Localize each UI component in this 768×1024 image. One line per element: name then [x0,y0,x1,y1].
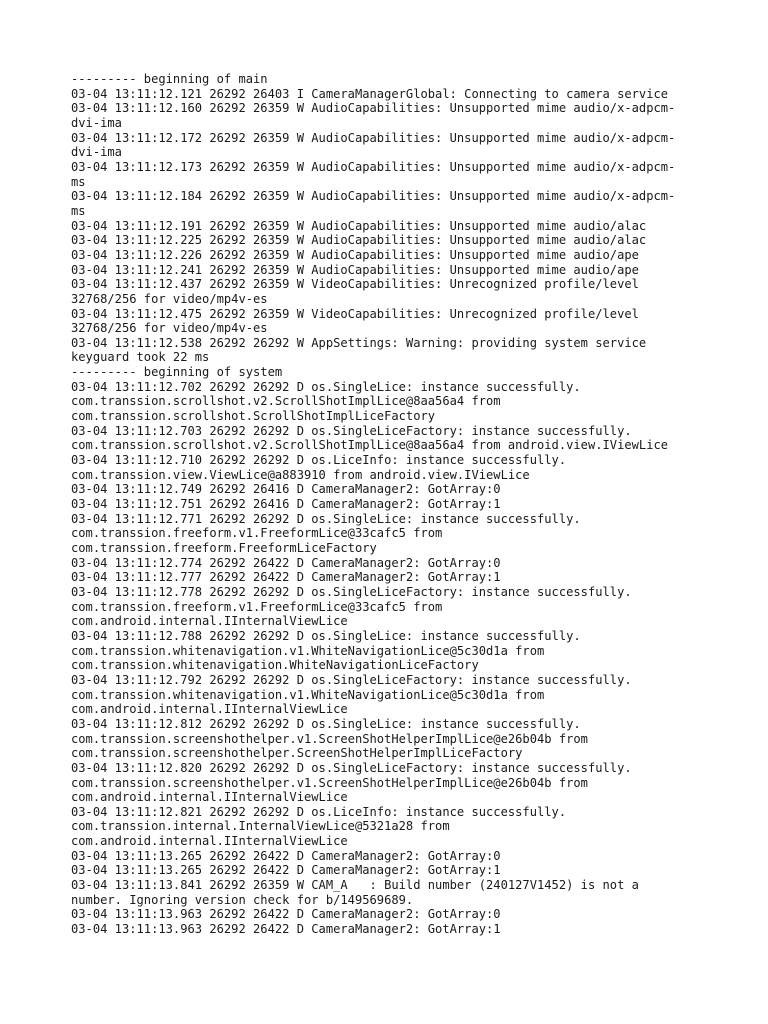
log-line: 32768/256 for video/mp4v-es [71,291,268,306]
log-line: 03-04 13:11:12.475 26292 26359 W VideoCapabilities: Unrecognized profile/level [71,306,639,321]
log-line: 03-04 13:11:13.963 26292 26422 D CameraManager2: GotArray:1 [71,922,501,937]
log-line: 03-04 13:11:12.538 26292 26292 W AppSettings: Warning: providing system service [71,335,647,350]
log-line: com.android.internal.IInternalViewLice [71,834,348,849]
log-line: com.transsion.freeform.v1.FreeformLice@33cafc5 from [71,599,443,614]
log-line: 03-04 13:11:13.265 26292 26422 D CameraManager2: GotArray:0 [71,848,501,863]
log-line: 03-04 13:11:12.820 26292 26292 D os.SingleLiceFactory: instance successfully. [71,760,632,775]
log-line: 03-04 13:11:12.749 26292 26416 D CameraManager2: GotArray:0 [71,482,501,497]
log-line: 03-04 13:11:12.703 26292 26292 D os.SingleLiceFactory: instance successfully. [71,423,632,438]
log-line: 03-04 13:11:12.792 26292 26292 D os.SingleLiceFactory: instance successfully. [71,672,632,687]
log-line: 03-04 13:11:12.225 26292 26359 W AudioCapabilities: Unsupported mime audio/alac [71,233,647,248]
log-line: com.transsion.scrollshot.ScrollShotImplLiceFactory [71,409,436,424]
log-line: 03-04 13:11:12.241 26292 26359 W AudioCapabilities: Unsupported mime audio/ape [71,262,639,277]
log-line: 03-04 13:11:12.121 26292 26403 I CameraManagerGlobal: Connecting to camera service [71,86,669,101]
log-line: com.transsion.screenshothelper.ScreenShotHelperImplLiceFactory [71,746,523,761]
log-line: 03-04 13:11:12.821 26292 26292 D os.LiceInfo: instance successfully. [71,804,567,819]
log-line: com.android.internal.IInternalViewLice [71,614,348,629]
log-line: com.transsion.scrollshot.v2.ScrollShotImplLice@8aa56a4 from android.view.IViewLice [71,438,669,453]
log-line: 03-04 13:11:12.702 26292 26292 D os.SingleLice: instance successfully. [71,379,581,394]
log-line: 32768/256 for video/mp4v-es [71,321,268,336]
log-line: 03-04 13:11:12.437 26292 26359 W VideoCapabilities: Unrecognized profile/level [71,277,639,292]
log-line: com.android.internal.IInternalViewLice [71,702,348,717]
log-line: com.transsion.whitenavigation.v1.WhiteNavigationLice@5c30d1a from [71,687,545,702]
log-line: --------- beginning of system [71,365,283,380]
log-line: 03-04 13:11:12.788 26292 26292 D os.SingleLice: instance successfully. [71,628,581,643]
log-line: com.transsion.scrollshot.v2.ScrollShotImplLice@8aa56a4 from [71,394,501,409]
log-line: 03-04 13:11:12.184 26292 26359 W AudioCapabilities: Unsupported mime audio/x-adpcm- [71,189,676,204]
log-line: com.transsion.internal.InternalViewLice@5321a28 from [71,819,450,834]
log-line: 03-04 13:11:13.963 26292 26422 D CameraManager2: GotArray:0 [71,907,501,922]
log-line: 03-04 13:11:12.710 26292 26292 D os.LiceInfo: instance successfully. [71,453,567,468]
log-line: 03-04 13:11:12.812 26292 26292 D os.SingleLice: instance successfully. [71,716,581,731]
log-line: com.transsion.screenshothelper.v1.ScreenShotHelperImplLice@e26b04b from [71,775,588,790]
log-line: 03-04 13:11:12.226 26292 26359 W AudioCapabilities: Unsupported mime audio/ape [71,247,639,262]
log-line: com.android.internal.IInternalViewLice [71,790,348,805]
log-line: 03-04 13:11:12.191 26292 26359 W AudioCapabilities: Unsupported mime audio/alac [71,218,647,233]
log-line: com.transsion.whitenavigation.v1.WhiteNavigationLice@5c30d1a from [71,643,545,658]
log-line: com.transsion.view.ViewLice@a883910 from android.view.IViewLice [71,467,530,482]
log-line: com.transsion.freeform.FreeformLiceFactory [71,541,377,555]
log-line: ms [71,174,86,189]
log-line: ms [71,203,86,218]
log-line: com.transsion.freeform.v1.FreeformLice@33cafc5 from [71,526,443,541]
log-line: number. Ignoring version check for b/149569689. [71,892,414,907]
log-line: 03-04 13:11:12.173 26292 26359 W AudioCapabilities: Unsupported mime audio/x-adpcm- [71,159,676,174]
log-line: 03-04 13:11:12.751 26292 26416 D CameraManager2: GotArray:1 [71,497,501,512]
log-line: 03-04 13:11:13.841 26292 26359 W CAM_A : Build number (240127V1452) is not a [71,878,639,893]
log-line: --------- beginning of main [71,72,268,86]
log-document [71,72,711,937]
log-line: 03-04 13:11:12.172 26292 26359 W AudioCapabilities: Unsupported mime audio/x-adpcm- [71,130,676,145]
log-line: 03-04 13:11:12.771 26292 26292 D os.SingleLice: instance successfully. [71,511,581,526]
log-line: 03-04 13:11:13.265 26292 26422 D CameraManager2: GotArray:1 [71,863,501,878]
log-line: 03-04 13:11:12.778 26292 26292 D os.SingleLiceFactory: instance successfully. [71,584,632,599]
log-line: 03-04 13:11:12.777 26292 26422 D CameraManager2: GotArray:1 [71,570,501,585]
log-line: dvi-ima [71,145,122,160]
log-line: keyguard took 22 ms [71,350,210,365]
log-line: 03-04 13:11:12.160 26292 26359 W AudioCapabilities: Unsupported mime audio/x-adpcm- [71,101,676,116]
log-line: 03-04 13:11:12.774 26292 26422 D CameraManager2: GotArray:0 [71,555,501,570]
log-line: dvi-ima [71,115,122,130]
log-line: com.transsion.whitenavigation.WhiteNavigationLiceFactory [71,658,479,673]
log-line: com.transsion.screenshothelper.v1.ScreenShotHelperImplLice@e26b04b from [71,731,588,746]
